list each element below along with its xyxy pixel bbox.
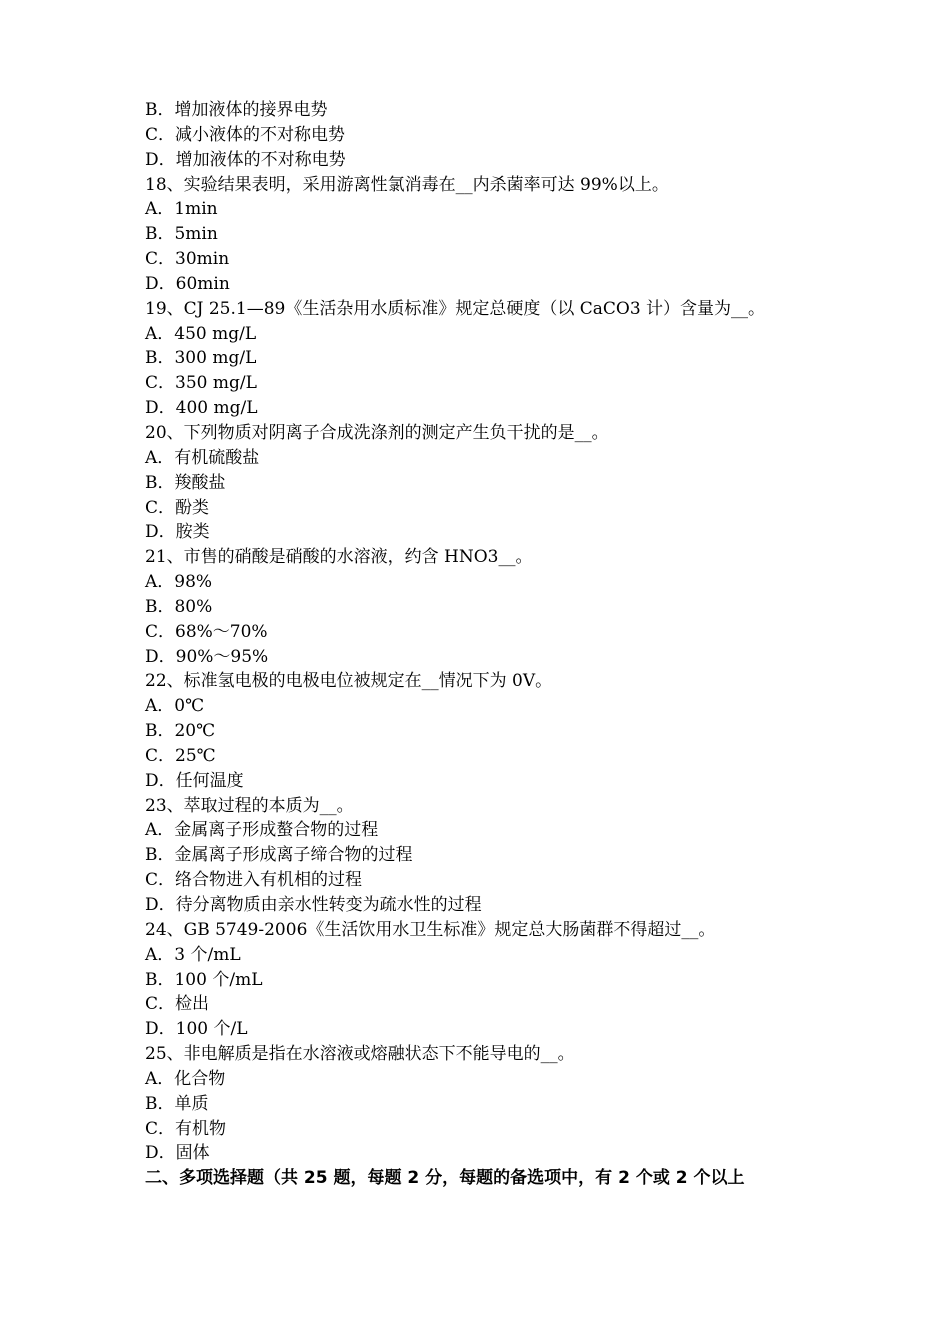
question-content bbox=[145, 98, 825, 1191]
option-a: A．98% bbox=[145, 572, 213, 593]
option-c: C．68%～70% bbox=[145, 621, 268, 642]
question-24: 24、GB 5749-2006《生活饮用水卫生标准》规定总大肠菌群不得超过__。 bbox=[145, 919, 716, 940]
option-b: B．增加液体的接界电势 bbox=[145, 100, 328, 120]
option-b: B．100 个/mL bbox=[145, 969, 263, 990]
question-22: 22、标准氢电极的电极电位被规定在__情况下为 0V。 bbox=[145, 671, 553, 692]
option-c: C．络合物进入有机相的过程 bbox=[145, 870, 363, 891]
question-25: 25、非电解质是指在水溶液或熔融状态下不能导电的__。 bbox=[145, 1044, 575, 1065]
option-b: B．5min bbox=[145, 224, 218, 245]
option-d: D．待分离物质由亲水性转变为疏水性的过程 bbox=[145, 895, 482, 915]
option-b: B．80% bbox=[145, 596, 213, 617]
option-a: A．1min bbox=[145, 199, 218, 220]
option-d: D．400 mg/L bbox=[145, 398, 258, 419]
option-a: A．金属离子形成螯合物的过程 bbox=[145, 820, 379, 841]
option-b: B．20℃ bbox=[145, 721, 216, 742]
option-a: A．450 mg/L bbox=[145, 323, 257, 344]
option-d: D．胺类 bbox=[145, 522, 210, 543]
option-b: B．羧酸盐 bbox=[145, 472, 226, 493]
option-a: A．有机硫酸盐 bbox=[145, 447, 260, 468]
option-c: C．减小液体的不对称电势 bbox=[145, 124, 346, 145]
option-d: D．增加液体的不对称电势 bbox=[145, 149, 346, 170]
question-21: 21、市售的硝酸是硝酸的水溶液，约含 HNO3__。 bbox=[145, 547, 533, 568]
option-c: C．检出 bbox=[145, 994, 210, 1015]
section-heading: 二、多项选择题（共 25 题，每题 2 分，每题的备选项中，有 2 个或 2 个以上 bbox=[145, 1168, 745, 1189]
option-c: C．25℃ bbox=[145, 745, 216, 766]
option-d: D．任何温度 bbox=[145, 770, 244, 791]
option-c: C．350 mg/L bbox=[145, 373, 257, 394]
option-d: D．固体 bbox=[145, 1143, 210, 1164]
question-23: 23、萃取过程的本质为__。 bbox=[145, 795, 354, 816]
question-20: 20、下列物质对阴离子合成洗涤剂的测定产生负干扰的是__。 bbox=[145, 422, 609, 443]
question-19: 19、CJ 25.1—89《生活杂用水质标准》规定总硬度（以 CaCO3 计）含量为__。 bbox=[145, 298, 766, 319]
option-c: C．酚类 bbox=[145, 497, 210, 518]
option-a: A．0℃ bbox=[145, 696, 205, 717]
option-a: A．化合物 bbox=[145, 1068, 226, 1089]
question-18: 18、实验结果表明，采用游离性氯消毒在__内杀菌率可达 99%以上。 bbox=[145, 174, 669, 195]
option-d: D．60min bbox=[145, 273, 230, 294]
option-c: C．有机物 bbox=[145, 1118, 227, 1139]
option-b: B．金属离子形成离子缔合物的过程 bbox=[145, 845, 413, 866]
option-b: B．单质 bbox=[145, 1093, 209, 1114]
option-d: D．100 个/L bbox=[145, 1019, 248, 1040]
option-b: B．300 mg/L bbox=[145, 348, 257, 369]
option-d: D．90%～95% bbox=[145, 646, 269, 667]
option-c: C．30min bbox=[145, 249, 230, 270]
option-a: A．3 个/mL bbox=[145, 944, 241, 965]
